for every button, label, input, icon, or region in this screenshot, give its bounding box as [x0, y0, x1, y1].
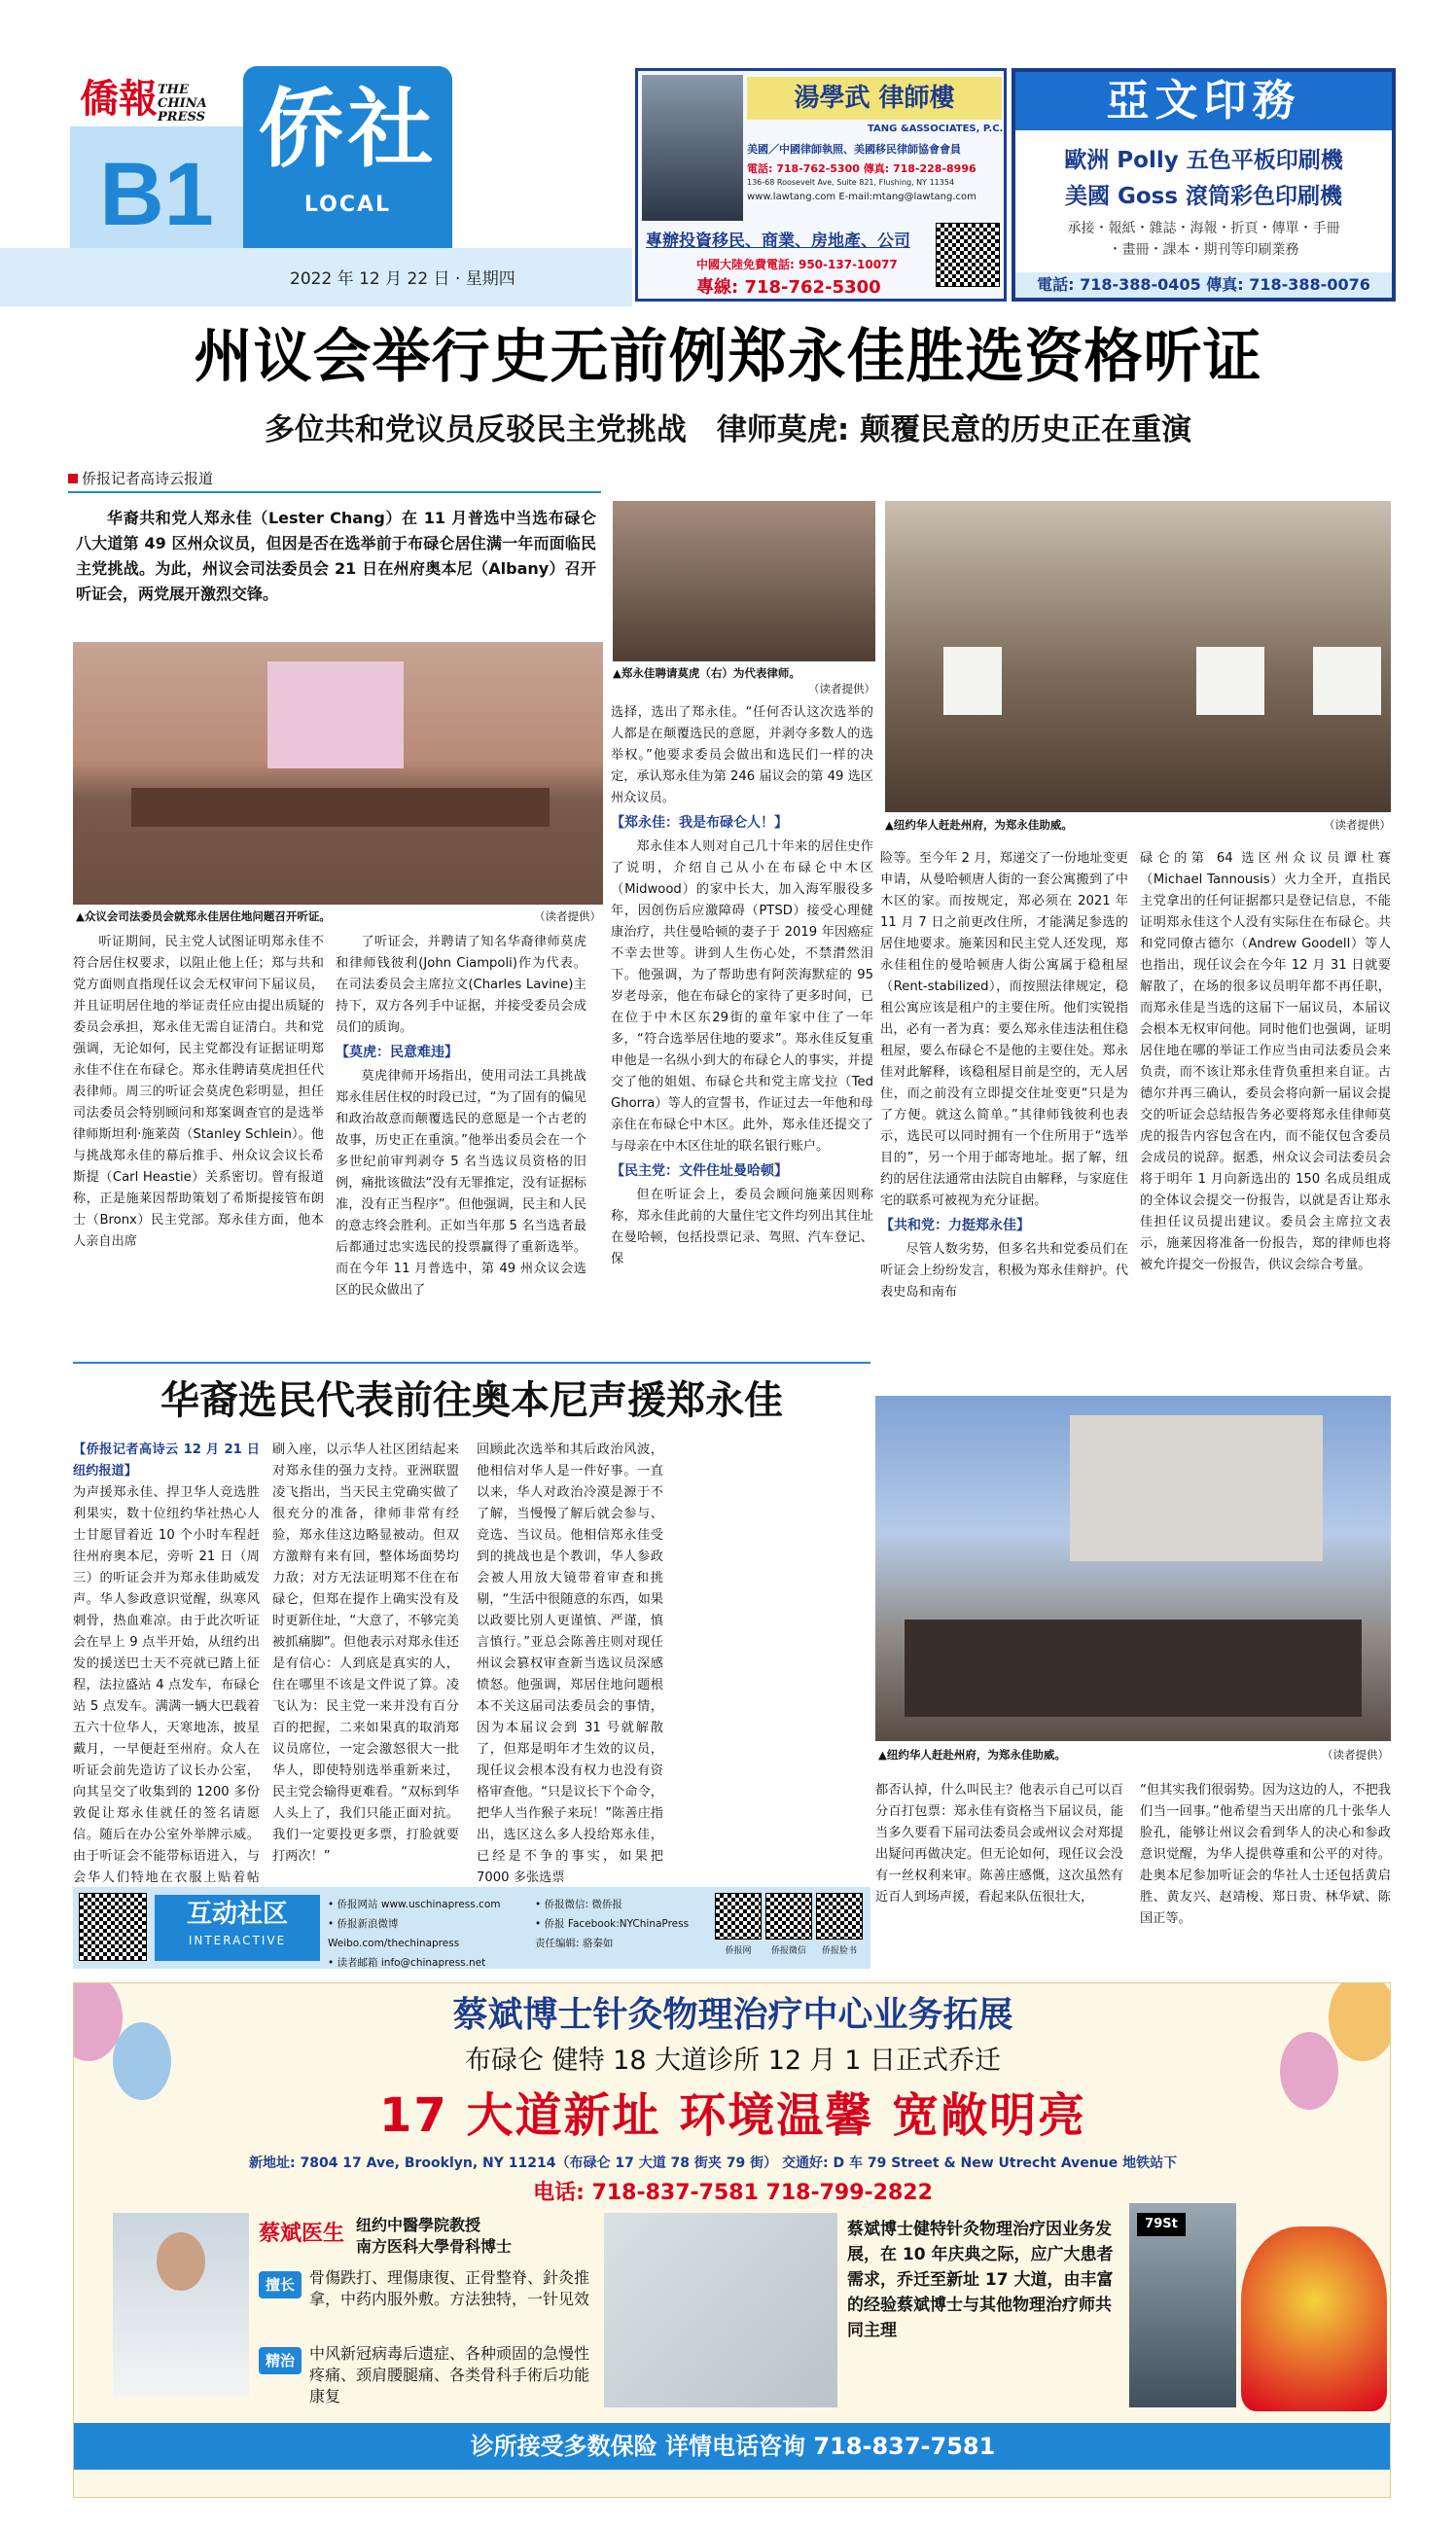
- photo2-caption: [613, 665, 875, 696]
- clinic-subtitle: 布碌仑 健特 18 大道诊所 12 月 1 日正式乔迁: [465, 2046, 1001, 2076]
- article1-col2: [336, 932, 586, 1301]
- lawyer-phone: 電話: 718-762-5300 傳真: 718-228-8996: [747, 162, 977, 175]
- photo-lawyer-and-chang[interactable]: [613, 501, 875, 661]
- article1-col4: [880, 848, 1128, 1303]
- photo3-credit: （读者提供）: [1324, 818, 1391, 832]
- article1-col3: [611, 702, 873, 1270]
- doctor-name: 蔡斌医生: [259, 2222, 345, 2246]
- photo4-crowd: [905, 1620, 1362, 1717]
- qr-label-facebook: 侨报脸书: [821, 1946, 857, 1956]
- lead-paragraph: [76, 506, 596, 607]
- article2-text: 为声援郑永佳、捍卫华人竞选胜利果实，数十位纽约华社热心人士甘愿冒着近 10 个小时车程赶往州府奥本尼，旁听 21 日（周三）的听证会并为郑永佳助威发声。华人参政意识觉醒，纵寒风刺骨，热血难凉。由于此次听证会在早上 9 点半开始，从纽约出发的援送巴士天不亮就已踏上征程，法拉盛站 4 点发车，布碌仑站 5 点发车。满满一辆大巴载着五六十位华人，天寒地冻，披星戴月，一早便赶至州府。众人在听证会前先造访了议长办公室，向其呈交了收集到的 1200 多份敦促让郑永佳就任的签名请愿信。随后在办公室外举牌示威。由于听证会不能带标语进入，与会华人们特地在衣服上贴着帖: [73, 1485, 260, 1885]
- section-name-en: LOCAL: [303, 193, 392, 217]
- lawyer-hotline: 專線: 718-762-5300: [696, 277, 881, 298]
- printing-line3: 承接・報紙・雜誌・海報・折頁・傳單・手冊: [1067, 221, 1340, 236]
- main-headline: 州议会举行史无前例郑永佳胜选资格听证: [194, 323, 1262, 391]
- printing-line2: 美國 Goss 滾筒彩色印刷機: [1064, 184, 1343, 209]
- qr-website[interactable]: [715, 1893, 762, 1940]
- link-weibo[interactable]: • 侨报新浪微博 Weibo.com/thechinapress: [328, 1918, 460, 1949]
- ad-clinic[interactable]: [73, 1982, 1391, 2498]
- skill-list-2: 中风新冠病毒后遗症、各种顽固的急慢性疼痛、颈肩腰腿痛、各类骨科手術后功能康复: [309, 2344, 590, 2405]
- subway-photo: [1129, 2203, 1236, 2407]
- article1-text: 选择，选出了郑永佳。“任何否认这次选举的人都是在颠覆选民的意愿，并剥夺多数人的选举权。”他要求委员会做出和选民们一样的决定，承认郑永佳为第 246 届议会的第 49 选区州众议员。: [611, 705, 873, 805]
- byline-marker: [68, 474, 78, 483]
- lion-dance-decoration: [1241, 2226, 1387, 2411]
- article1-text: 听证期间，民主党人试图证明郑永佳不符合居住权要求，以阻止他上任；郑与共和党方面则直指现任议会无权审问下届议员，并且证明居住地的举证责任应由提出质疑的委员会承担，郑永佳无需自证清白。共和党强调，无论如何，民主党都没有证据证明郑永佳不住在布碌仑。郑永佳聘请莫虎担任代表律师。周三的听证会莫虎色彩明显，担任司法委员会特别顾问和郑案调查官的是选举律师斯坦利·施莱茵（Stanley Schlein）。他与挑战郑永佳的幕后推手、州众议会议长希斯提（Carl Heastie）关系密切。曾有报道称，正是施莱因帮助策划了希斯提接管布朗士（Bronx）民主党部。郑永佳方面，他本人亲自出席: [73, 935, 324, 1249]
- article1-text: 碌仑的第 64 选区州众议员谭杜赛（Michael Tannousis）火力全开，直指民主党拿出的任何证据都只是登记信息，不能证明郑永佳这个人没有实际住在布碌仑。共和党同僚古德尔（Andrew Goodell）等人也指出，现任议会在今年 12 月 31 日就要解散了，在场的很多议员明年都不再任职，而郑永佳是当选的这届下一届议员，本届议会根本无权审问他。同时他们也强调，证明居住地在哪的举证工作应当由司法委员会来负责，而不该让郑永佳背负重担来自证。古德尔并再三确认，委员会将向新一届议会提交的听证会总结报告务必要将郑永佳律师莫虎的报告内容包含在内，而不能仅包含委员会成员的说辞。据悉，州众议会司法委员会将于明年 1 月向新选出的 150 名成员组成的全体议会提交一份报告，以就是否让郑永佳担任议员提出建议。委员会主席拉文表示，施莱因将准备一份报告，郑的律师也将被允许提交一份报告，供议会综合考量。: [1140, 851, 1391, 1272]
- link-website[interactable]: • 侨报网站 www.uschinapress.com: [328, 1899, 501, 1910]
- lawyer-desc: 美國／中國律師執照、美國移民律師協會會員: [747, 143, 961, 156]
- photo3-caption-text: ▲纽约华人赶赴州府，为郑永佳助威。: [885, 818, 1073, 832]
- article2-col1: [73, 1440, 260, 1910]
- article1-text: 但在听证会上，委员会顾问施莱因则称称，郑永佳此前的大量住宅文件均列出其住址在曼哈顿，包括投票记录、驾照、汽车登记、保: [611, 1188, 873, 1266]
- subhead-republicans: 【共和党：力挺郑永佳】: [880, 1218, 1030, 1233]
- photo3-protest-sign: [943, 647, 1002, 715]
- printing-line4: ・畫冊・課本・期刊等印刷業務: [1108, 242, 1299, 258]
- interactive-title-en: INTERACTIVE: [188, 1934, 287, 1947]
- photo1-caption-text: ▲众议会司法委员会就郑永佳居住地问题召开听证。: [76, 909, 331, 923]
- section-block: [70, 126, 243, 263]
- qr-facebook[interactable]: [816, 1893, 863, 1940]
- lead-text: 华裔共和党人郑永佳（Lester Chang）在 11 月普选中当选布碌仑八大道第 49 区州众议员，但因是否在选举前于布碌仑居住满一年而面临民主党挑战。为此，州议会司法委员会 21 日在州府奥本尼（Albany）召开听证会，两党展开激烈交锋。: [76, 509, 596, 603]
- byline: [68, 469, 213, 488]
- lawyer-web: www.lawtang.com E-mail:mtang@lawtang.com: [747, 192, 977, 202]
- interactive-qr-main[interactable]: [79, 1893, 147, 1961]
- byline-rule: [68, 491, 601, 493]
- tag-expert: 精治: [259, 2347, 302, 2374]
- masthead: [0, 0, 1456, 309]
- article2-text: 刷入座，以示华人社区团结起来对郑永佳的强力支持。亚洲联盟凌飞指出，当天民主党确实做了很充分的准备，律师非常有经验，郑永佳这边略显被动。但双方激辩有来有回，整体场面势均力敌；对方无法证明郑不住在布碌仑，但郑在提作上确实没有及时更新住址，“大意了，不够完美被抓痛脚”。但他表示对郑永佳还是有信心：人到底是真实的人，住在哪里不该是文件说了算。凌飞认为：民主党一来并没有百分百的把握，二来如果真的取消郑议员席位，一定会激怒很大一批华人，即使特别选举重新来过，民主党会输得更难看。“双标到华人头上了，我们只能正面对抗。我们一定要投更多票，打脸就要打两次！”: [272, 1443, 459, 1864]
- photo-hearing-room[interactable]: [73, 642, 603, 905]
- photo-hearing-panel: [131, 788, 550, 827]
- photo2-caption-text: ▲郑永佳聘请莫虎（右）为代表律师。: [613, 666, 800, 680]
- photo4-caption: [878, 1747, 1389, 1763]
- qr-code[interactable]: [79, 1893, 147, 1961]
- tag-specialty: 擅长: [259, 2271, 302, 2298]
- clinic-phone: 电话: 718-837-7581 718-799-2822: [533, 2181, 933, 2205]
- byline-text: 侨报记者高诗云报道: [82, 470, 214, 487]
- photo4-credit: （读者提供）: [1322, 1748, 1389, 1762]
- doctor-title2: 南方医科大學骨科博士: [356, 2237, 513, 2256]
- article2-col3: [477, 1440, 663, 1889]
- article2-text: “但其实我们很弱势。因为这边的人，不把我们当一回事。”他希望当天出席的几十张华人脸孔，能够让州议会看到华人的决心和参政意识觉醒，为华人提供尊重和公平的对待。赴奥本尼参加听证会的华社人士还包括黄启胜、黄友兴、赵靖梭、郑日贵、林华斌、陈国正等。: [1140, 1783, 1391, 1926]
- clinic-treatment-photo: [604, 2213, 837, 2407]
- photo3-protest-sign: [1313, 647, 1381, 715]
- headline2-rule: [73, 1362, 870, 1364]
- article1-col1: [73, 932, 324, 1253]
- photo2-credit: （读者提供）: [808, 682, 875, 695]
- article2-col4: [875, 1780, 1123, 1908]
- ad-printing[interactable]: [1012, 68, 1396, 302]
- lawyer-qr-code[interactable]: [936, 223, 1000, 287]
- section-name: 侨社: [258, 79, 438, 179]
- newspaper-logo-en: THE CHINA PRESS: [158, 83, 207, 125]
- article2-col2: [272, 1440, 459, 1868]
- section-name-block: [243, 66, 452, 263]
- doctor-title1: 纽约中醫學院教授: [356, 2216, 481, 2234]
- photo-hearing-window: [267, 661, 404, 768]
- photo-supporters-capitol[interactable]: [885, 501, 1391, 812]
- lawyer-firm-en: TANG &ASSOCIATES, P.C.: [868, 124, 1004, 134]
- article2-byline: 【侨报记者高诗云 12 月 21 日纽约报道】: [73, 1443, 260, 1478]
- lawyer-address: 136-68 Roosevelt Ave, Suite 821, Flushing, NY 11354: [747, 178, 955, 187]
- lawyer-portrait: [642, 75, 743, 221]
- clinic-title: 蔡斌博士针灸物理治疗中心业务拓展: [452, 1995, 1013, 2035]
- interactive-title: 互动社区: [186, 1900, 288, 1929]
- article2-text: 回顾此次选举和其后政治风波，他相信对华人是一件好事。一直以来，华人对政治冷漠是源于不了解，当慢慢了解后就会参与、竞选、当议员。他相信郑永佳受到的挑战也是个教训，华人参政会被人用放大镜带着审查和挑剔，“生活中很随意的东西，如果以政要比别人更谨慎、严谨，慎言慎行。”亚总会陈善庄则对现任州议会篡权审查新当选议员深感愤怒。他强调，郑居住地问题根本不关这届司法委员会的事情，因为本届议会到 31 号就解散了，但郑是明年才生效的议员，现任议会根本没有权力也没有资格审查他。“只是议长下个命令，把华人当作猴子来玩！”陈善庄指出，选区这么多人投给郑永佳，已经是不争的事实，如果把 7000 多张选票: [477, 1443, 663, 1885]
- clinic-big-slogan: 17 大道新址 环境温馨 宽敞明亮: [379, 2088, 1086, 2143]
- section-number: B1: [99, 145, 214, 244]
- link-wechat[interactable]: • 侨报微信: 微侨报: [535, 1899, 622, 1910]
- link-email[interactable]: • 读者邮箱 info@chinapress.net: [328, 1957, 486, 1969]
- printing-name: 亞文印務: [1015, 72, 1392, 130]
- article2-text: 都否认掉，什么叫民主？他表示自己可以百分百打包票：郑永佳有资格当下届议员，能当多久要看下届司法委员会或州议会对郑提出疑问再做决定。但无论如何，现任议会没有一丝权利来审。陈善庄感慨，这次虽然有近百人到场声援，看起来队伍很壮大，: [875, 1783, 1123, 1905]
- interactive-links-left: [328, 1895, 532, 1973]
- headline2: 华裔选民代表前往奥本尼声援郑永佳: [160, 1378, 783, 1423]
- clinic-footer: 诊所接受多数保险 详情电话咨询 718-837-7581: [74, 2423, 1391, 2470]
- lawyer-name: 湯學武 律師樓: [747, 77, 1002, 120]
- qr-label-website: 侨报网: [725, 1946, 752, 1956]
- photo3-caption: [885, 817, 1391, 833]
- article1-col5: [1140, 848, 1391, 1276]
- photo1-credit: （读者提供）: [534, 909, 601, 923]
- printing-line1: 歐洲 Polly 五色平板印刷機: [1064, 148, 1343, 173]
- newspaper-logo[interactable]: 僑報: [80, 76, 158, 122]
- doctor-head: [157, 2232, 205, 2291]
- qr-wechat[interactable]: [765, 1893, 812, 1940]
- article1-text: 尽管人数劣势，但多名共和党委员们在听证会上纷纷发言，积极为郑永佳辩护。代表史岛和南布: [880, 1242, 1128, 1300]
- subhead-mohu: 【莫虎：民意难违】: [336, 1045, 458, 1060]
- article1-text: 险等。至今年 2 月，郑递交了一份地址变更申请，从曼哈顿唐人街的一套公寓搬到了中木区的家。而按规定，郑必须在 2021 年 11 月 7 日之前更改住所，才能满足参选的居住地要求。施莱因和民主党人还发现，郑永佳租住的曼哈顿唐人街公寓属于稳租屋（Rent-stabilized），而按照法律规定，稳租公寓应该是租户的主要住所。他们实锐指出，必有一者为真：要么郑永佳违法租住稳租屋，要么布碌仑不是他的主要住处。郑永佳对此解释，该稳租屋目前是空的，无人居住，而之前没有立即提交住址变更“只是为了方便。就这么简单。”其律师钱彼利也表示，选民可以同时拥有一个住所用于“选举目的”，另一个用于邮寄地址。据了解，纽约的居住法通常由法院自由解释，与家庭住宅的联系可被视为充分证据。: [880, 851, 1128, 1208]
- subhead-chang: 【郑永佳：我是布碌仑人！】: [611, 815, 788, 831]
- article2-col5: [1140, 1780, 1391, 1930]
- printing-phone: 電話: 718-388-0405 傳真: 718-388-0076: [1015, 272, 1392, 298]
- clinic-desc: 蔡斌博士健特针灸物理治疗因业务发展，在 10 年庆典之际，应广大患者需求，乔迁至新址 17 大道，由丰富的经验蔡斌博士与其他物理治疗师共同主理: [847, 2220, 1114, 2340]
- sub-headline: 多位共和党议员反驳民主党挑战 律师莫虎: 颠覆民意的历史正在重演: [264, 412, 1192, 447]
- issue-date: 2022 年 12 月 22 日 · 星期四: [290, 269, 515, 289]
- photo4-caption-text: ▲纽约华人赶赴州府，为郑永佳助威。: [878, 1748, 1066, 1762]
- photo-group-plaza[interactable]: [875, 1396, 1391, 1741]
- photo3-protest-sign: [1196, 647, 1264, 715]
- editor-credit: 责任编辑: 骆秦如: [535, 1938, 614, 1949]
- interactive-title-box: [155, 1895, 320, 1961]
- subhead-democrats: 【民主党：文件住址曼哈顿】: [611, 1163, 788, 1179]
- article1-text: 郑永佳本人则对自己几十年来的居住史作了说明，介绍自己从小在布碌仑中木区（Midwood）的家中长大，加入海军服役多年，因创伤后应激障碍（PTSD）接受心理健康治疗，共住曼哈顿的妻子于 2019 年因癌症不幸去世等。讲到人生伤心处，不禁潸然泪下。他强调，为了帮助患有阿茨海默症的 95 岁老母亲，他在布碌仑的家待了更多时间，已在位于中木区东29街的童年家中住了一年多，“符合选举居住地的要求”。郑永佳反复重申他是一名纵小到大的布碌仑人的事实，并提交了他的姐姐、布碌仑共和党主席戈拉（Ted Ghorra）等人的宣誓书，作证过去一年他和母亲住在布碌仑中木区。此外，郑永佳还提交了与母亲在中木区住址的联名银行账户。: [611, 839, 873, 1154]
- link-facebook[interactable]: • 侨报 Facebook:NYChinaPress: [535, 1918, 690, 1930]
- lawyer-services: 專辦投資移民、商業、房地產、公司: [646, 232, 910, 251]
- qr-label-wechat: 侨报微信: [770, 1946, 806, 1956]
- photo1-caption: [76, 908, 601, 924]
- article1-text: 了听证会，并聘请了知名华裔律师莫虎和律师钱彼利(John Ciampoli)作为代表。在司法委员会主席拉文(Charles Lavine)主持下，双方各列手中证据，并接受委员会成员们的质询。: [336, 935, 586, 1035]
- lawyer-china-phone: 中國大陸免費電話: 950-137-10077: [696, 258, 898, 271]
- clinic-address: 新地址: 7804 17 Ave, Brooklyn, NY 11214（布碌仑 17 大道 78 街夹 79 街） 交通好: D 车 79 Street & New Utrecht Avenue 地铁站下: [249, 2155, 1178, 2171]
- interactive-links-right: [535, 1895, 710, 1953]
- skill-list-1: 骨傷跌打、理傷康復、正骨整脊、針灸推拿，中药内服外敷。方法独特，一针见效: [309, 2268, 590, 2308]
- subway-sign: 79St: [1137, 2213, 1186, 2236]
- interactive-strip: [73, 1887, 870, 1969]
- article1-text: 莫虎律师开场指出，使用司法工具挑战郑永佳居住权的时段已过，“为了固有的偏见和政治故意而颠覆选民的意愿是一个古老的故事，历史正在重演。”他举出委员会在一个多世纪前审判剥夺 5 名当选议员资格的旧例，痛批该做法“没有无罪推定，没有证据标准，没有正当程序”。但他强调，民主和人民的意志终会胜利。正如当年那 5 名当选者最后都通过忠实选民的投票赢得了重新选举。而在今年 11 月普选中，第 49 州众议会选区的民众做出了: [336, 1069, 586, 1298]
- doctor-photo: [113, 2213, 249, 2398]
- ad-lawyer[interactable]: [635, 68, 1007, 302]
- photo4-building: [1070, 1415, 1323, 1561]
